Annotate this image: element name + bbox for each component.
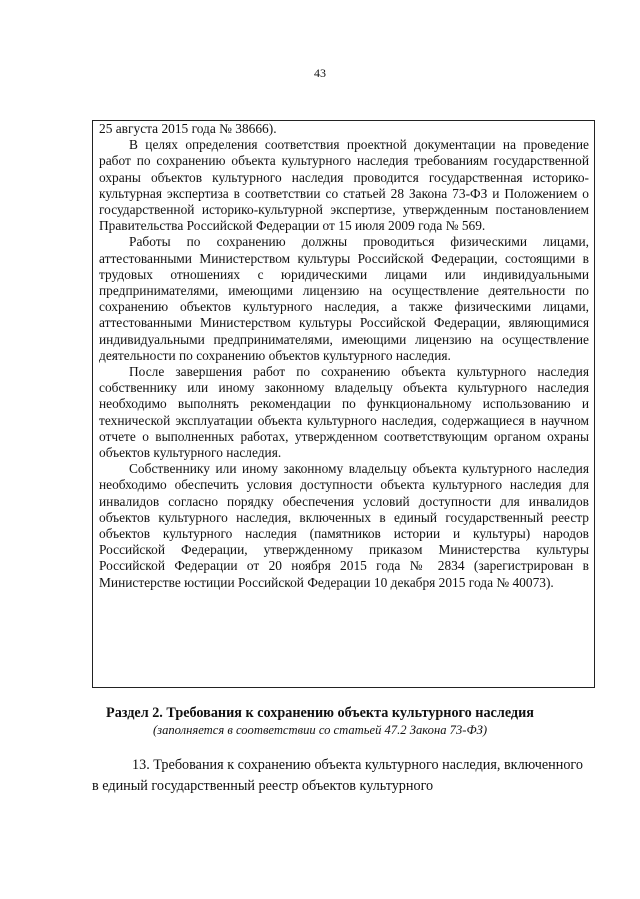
box-paragraph-recommendations: После завершения работ по сохранению объекта культурного наследия собственнику или иному законному владельцу объекта культурного наследия необходимо выполнять рекомендации по функциональному использованию и технической эксплуатации объекта культурного наследия, содержащиеся в научном отчете о выполненных работах, утвержденном соответствующим органом охраны объектов культурного наследия.: [99, 364, 589, 461]
page-number: 43: [314, 66, 326, 80]
text-box: [92, 120, 595, 688]
box-paragraph-works: Работы по сохранению должны проводиться физическими лицами, аттестованными Министерством культуры Российской Федерации, состоящими в трудовых отношениях с юридическими лицами или индивидуальными предпринимателями, имеющими лицензию на осуществление деятельности по сохранению объектов культурного наследия, а также физическими лицами, аттестованными Министерством культуры Российской Федерации, являющимися индивидуальными предпринимателями, имеющими лицензию на осуществление деятельности по сохранению объектов культурного наследия.: [99, 234, 589, 363]
box-paragraph-expertise: В целях определения соответствия проектной документации на проведение работ по сохранению объекта культурного наследия требованиям государственной охраны объектов культурного наследия проводится государственная историко-культурная экспертиза в соответствии со статьей 28 Закона 73-ФЗ и Положением о государственной историко-культурной экспертизе, утвержденным постановлением Правительства Российской Федерации от 15 июля 2009 года № 569.: [99, 137, 589, 234]
paragraph-13: 13. Требования к сохранению объекта культурного наследия, включенного в единый государственный реестр объектов культурного: [92, 757, 583, 794]
box-paragraph-continuation: 25 августа 2015 года № 38666).: [99, 121, 277, 136]
section-title: Раздел 2. Требования к сохранению объекта культурного наследия: [106, 705, 534, 721]
section-subtitle: (заполняется в соответствии со статьей 47.2 Закона 73-ФЗ): [152, 723, 488, 737]
box-paragraph-accessibility: Собственнику или иному законному владельцу объекта культурного наследия необходимо обеспечить условия доступности объекта культурного наследия для инвалидов согласно порядку обеспечения условий доступности для инвалидов объектов культурного наследия, включенных в единый государственный реестр объектов культурного наследия (памятников истории и культуры) народов Российской Федерации, утвержденному приказом Министерства культуры Российской Федерации от 20 ноября 2015 года № 2834 (зарегистрирован в Министерстве юстиции Российской Федерации 10 декабря 2015 года № 40073).: [99, 461, 589, 590]
